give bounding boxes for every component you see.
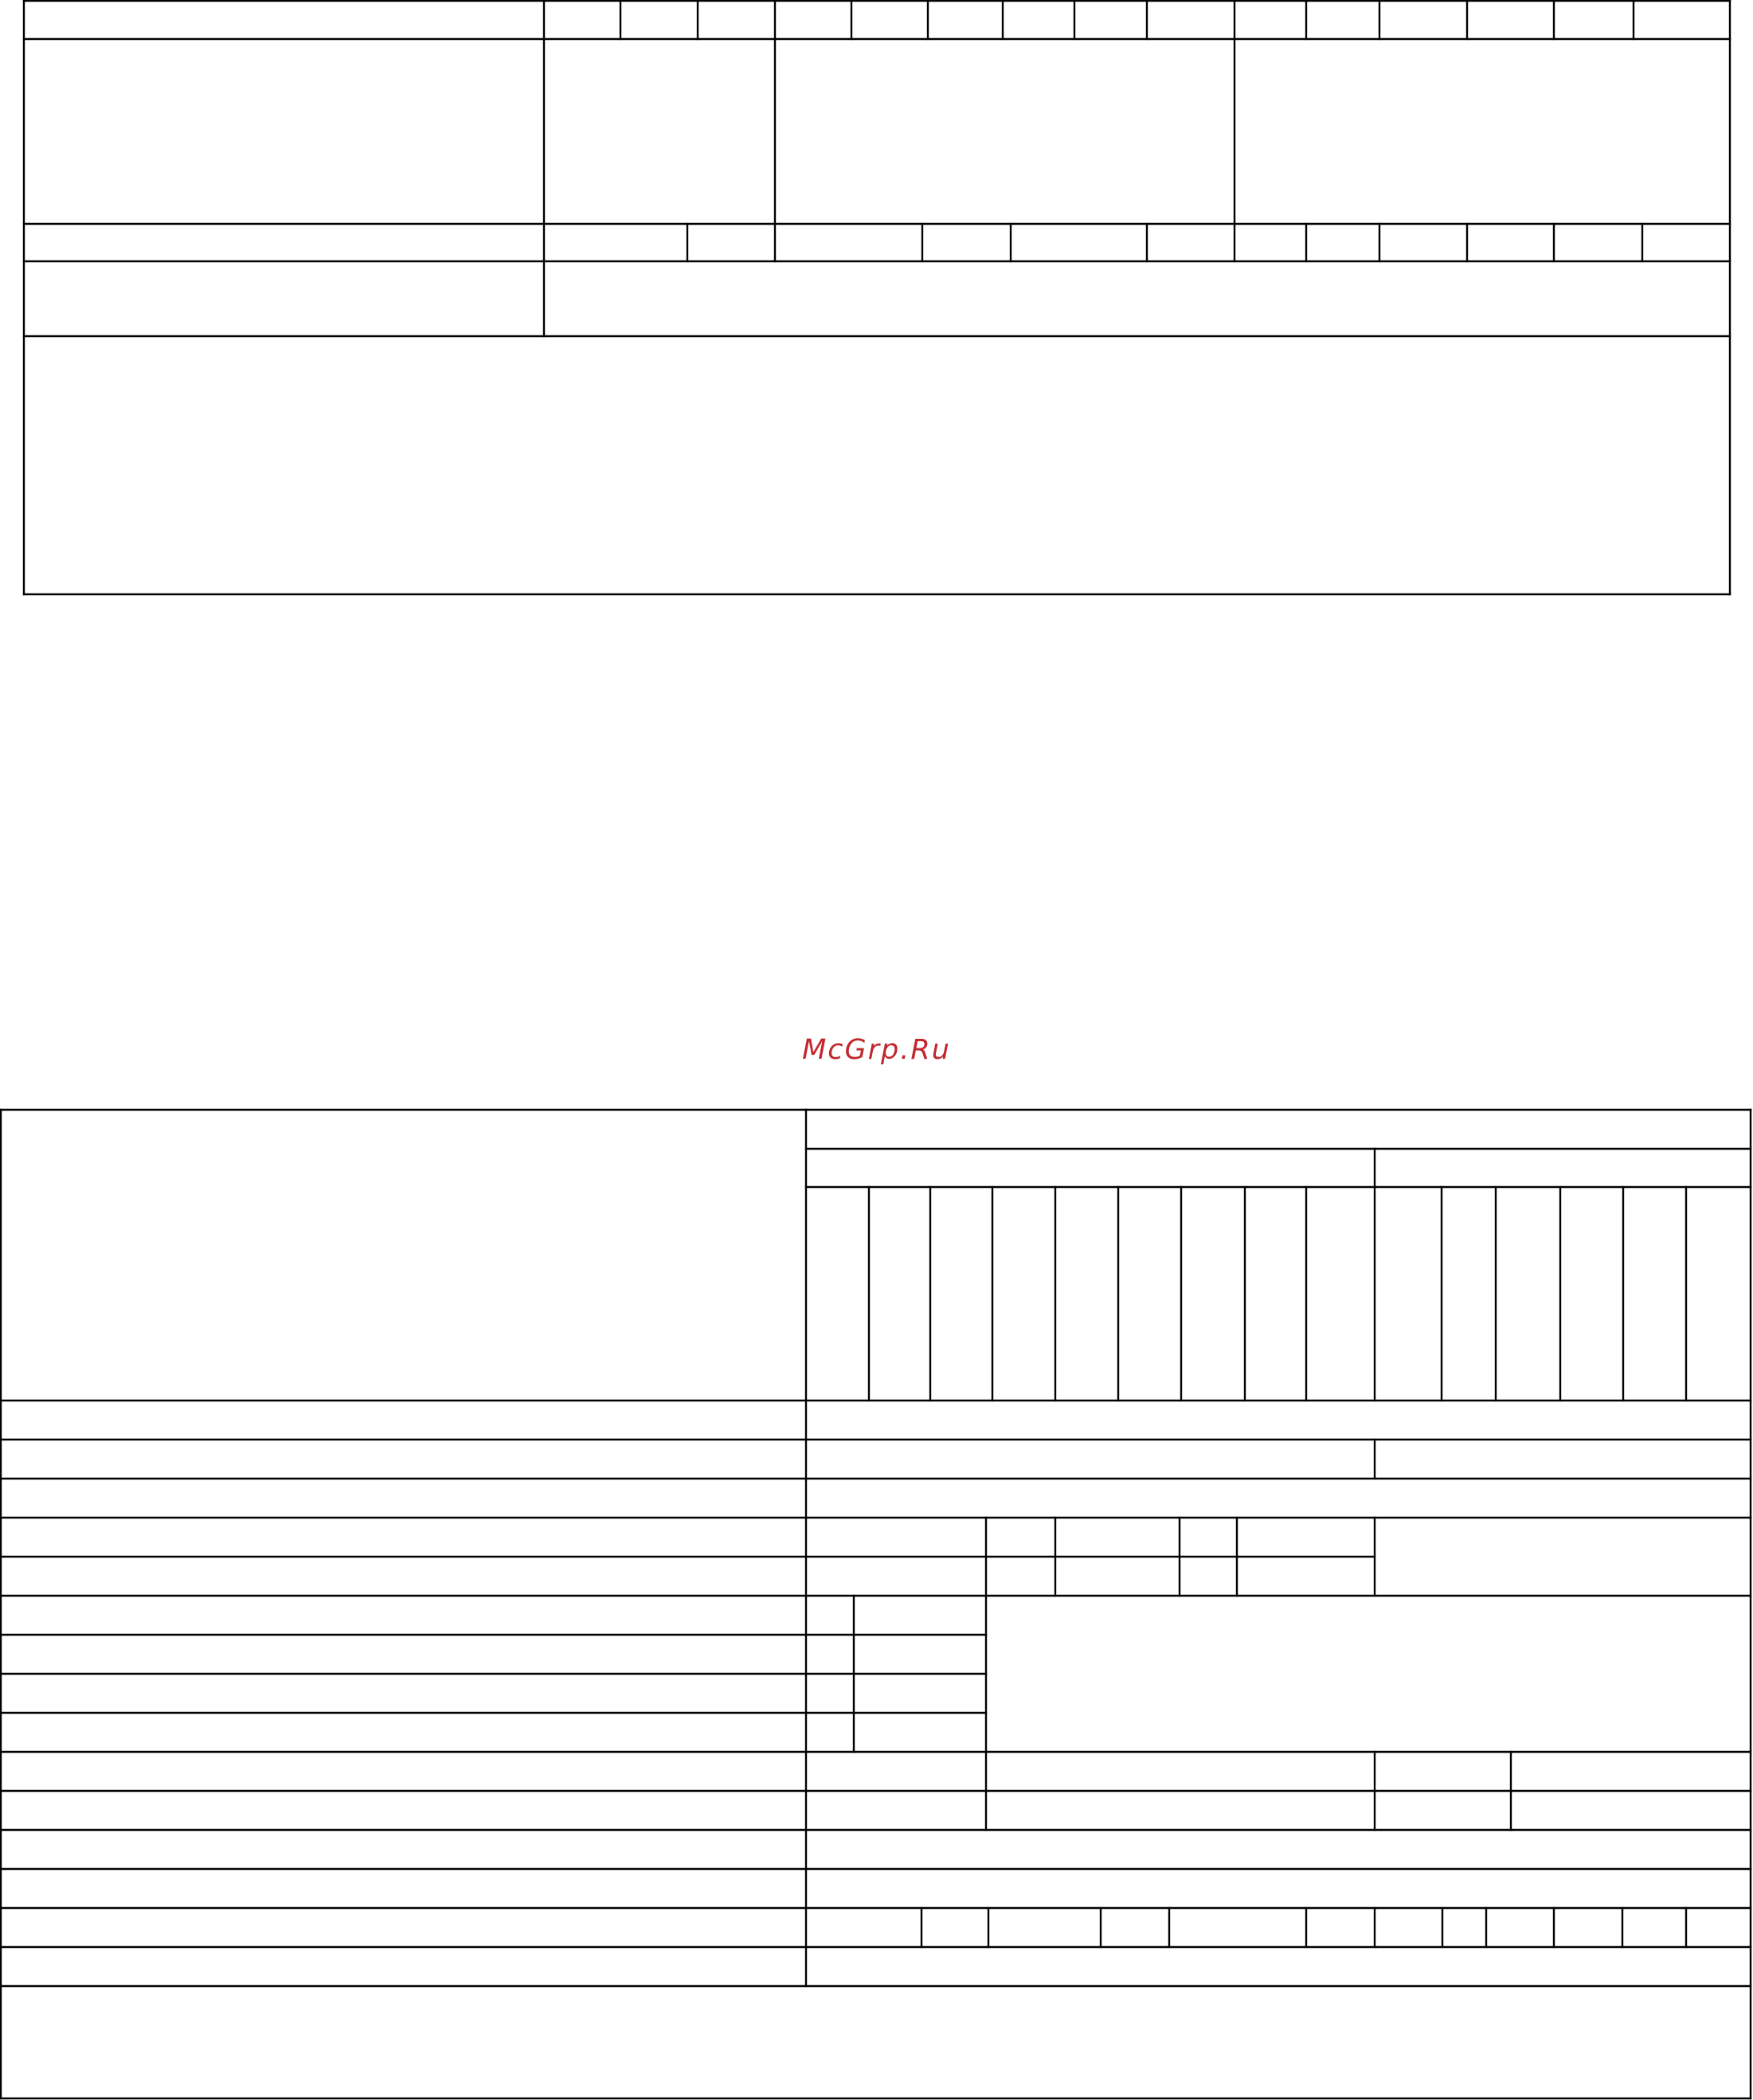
watermark-text: McGrp.Ru	[802, 1034, 951, 1066]
